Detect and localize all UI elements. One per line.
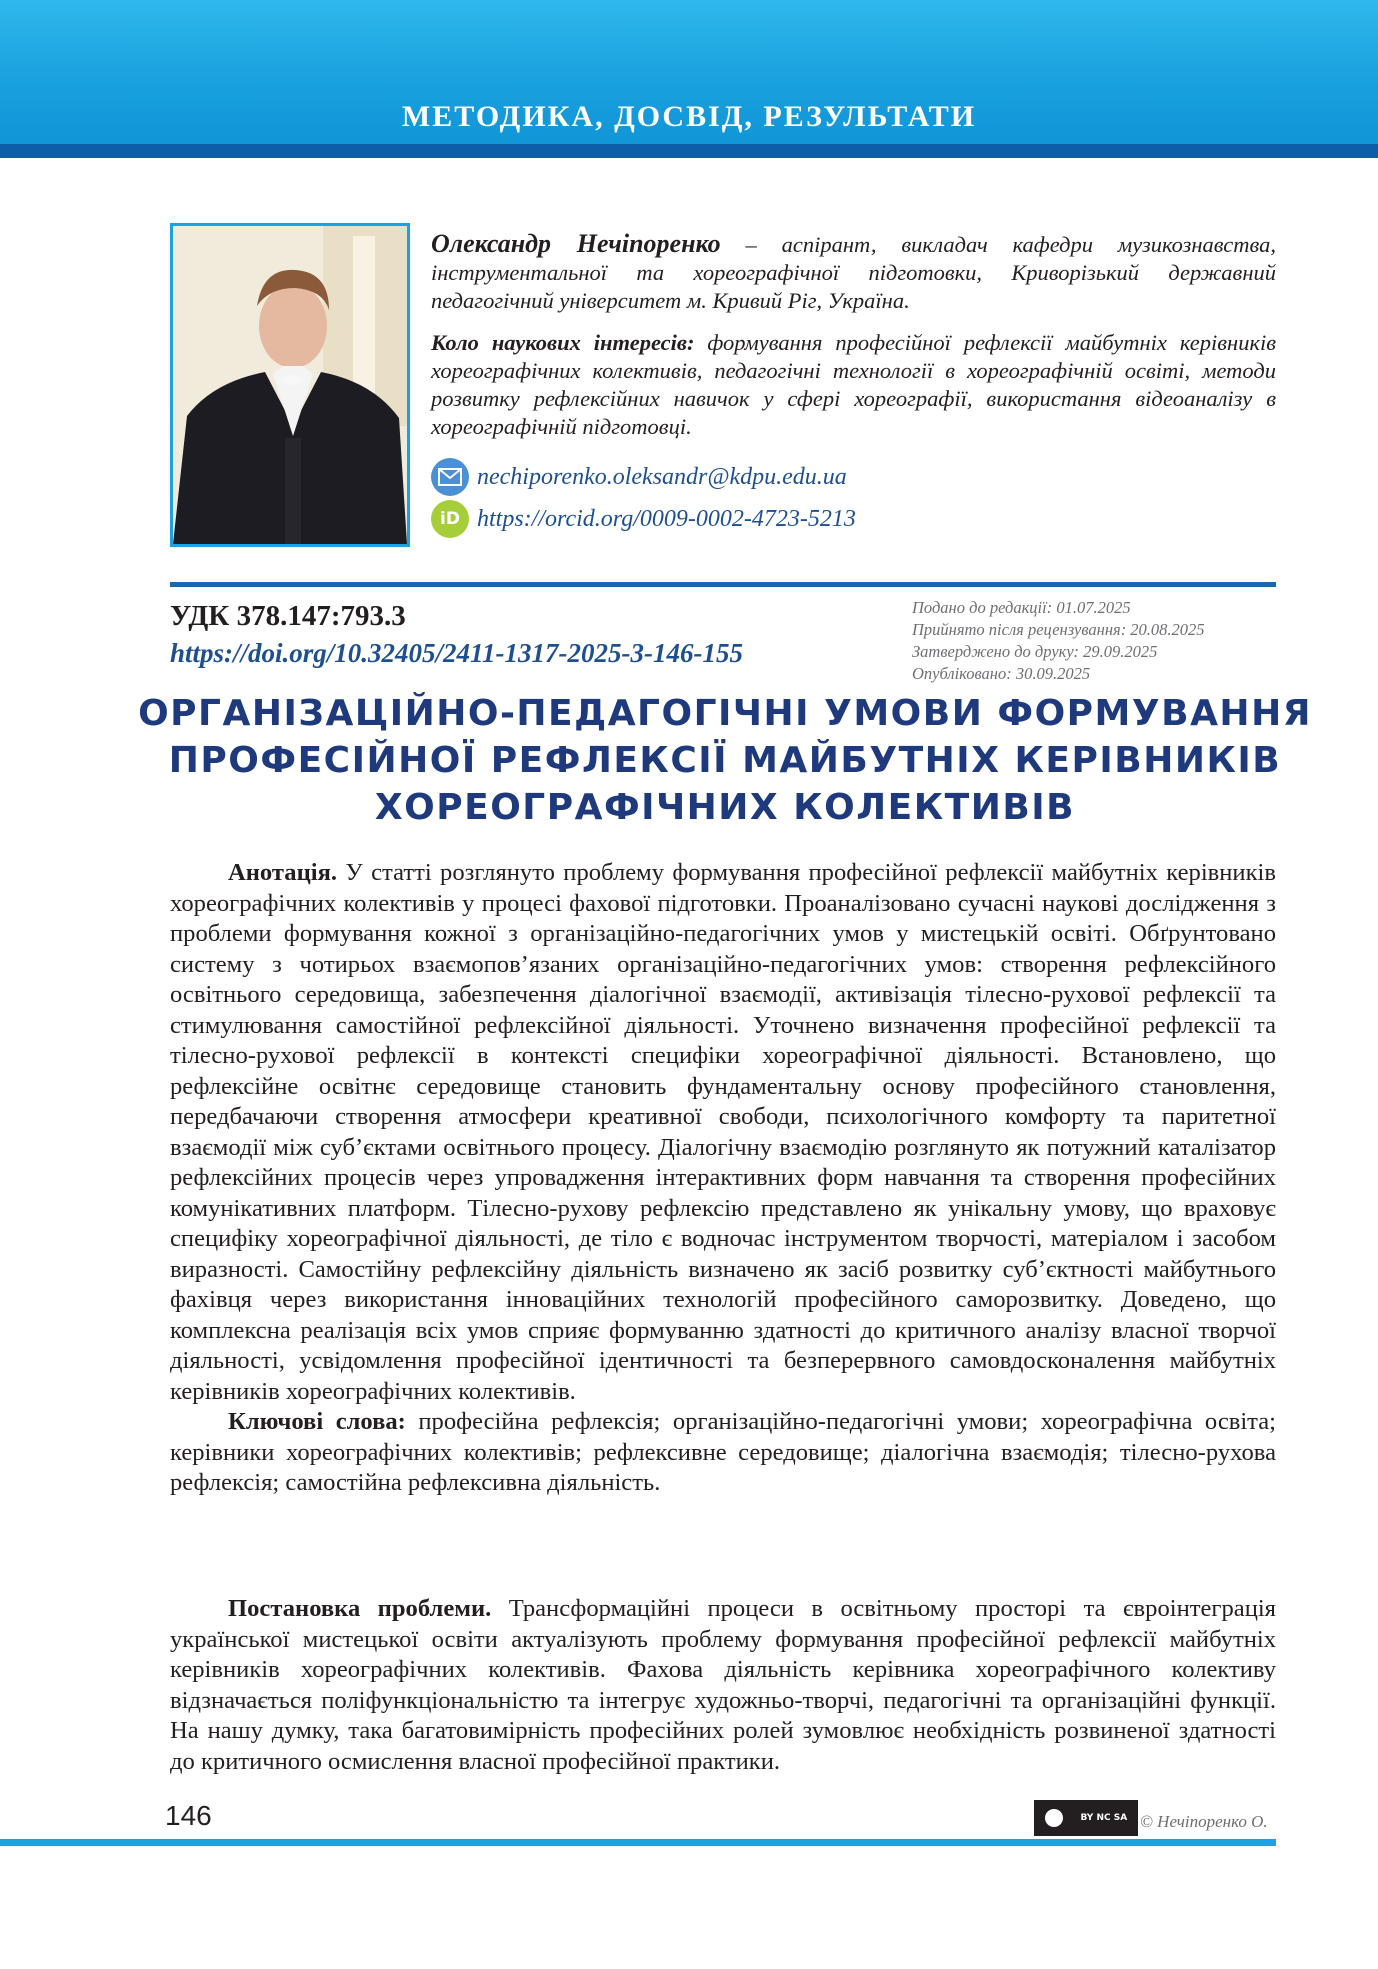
section-title: МЕТОДИКА, ДОСВІД, РЕЗУЛЬТАТИ bbox=[401, 100, 977, 133]
doi-link[interactable]: https://doi.org/10.32405/2411-1317-2025-3-146-155 bbox=[170, 638, 743, 668]
date-approved: Затверджено до друку: 29.09.2025 bbox=[912, 642, 1158, 661]
problem-section bbox=[170, 1594, 1276, 1777]
problem-statement bbox=[170, 1594, 1276, 1777]
abstract-text: У статті розглянуто проблему формування професійної рефлексії майбутніх керівників хореографічних колективів у процесі фахової підготовки. Проаналізовано сучасні наукові дослідження з проблеми формування кожної з організаційно-педагогічних умов у мистецькій освіті. Обґрунтовано систему з чотирьох взаємопов’язаних організаційно-педагогічних умов: створення рефлексійного освітнього середовища, забезпечення діалогічної взаємодії, активізація тілесно-рухової рефлексії та стимулювання самостійної рефлексійної діяльності. Уточнено визначення професійної рефлексії та тілесно-рухової рефлексії в контексті специфіки хореографічної діяльності. Встановлено, що рефлексійне освітнє середовище становить фундаментальну основу професійного становлення, передбачаючи створення атмосфери креативної свободи, психологічного комфорту та паритетної взаємодії між суб’єктами освітнього процесу. Діалогічну взаємодію розглянуто як потужний каталізатор рефлексійних процесів через упровадження інтерактивних форм навчання та створення професійних комунікативних платформ. Тілесно-рухову рефлексію представлено як унікальну умову, що враховує специфіку хореографічної діяльності, де тіло є водночас інструментом творчості, матеріалом і засобом виразності. Самостійну рефлексійну діяльність визначено як засіб розвитку суб’єктності майбутнього фахівця через використання інноваційних технологій професійного саморозвитку. Доведено, що комплексна реалізація всіх умов сприяє формуванню здатності до критичного аналізу власної творчої діяльності, усвідомлення професійної ідентичності та безперервного самовдосконалення майбутніх керівників хореографічних колективів. bbox=[170, 859, 1276, 1405]
license-label: BY NC SA bbox=[1080, 1813, 1128, 1823]
author-portrait bbox=[173, 226, 407, 544]
journal-header bbox=[0, 0, 1378, 158]
header-band bbox=[0, 144, 1378, 158]
email-contact[interactable] bbox=[431, 458, 847, 496]
interests-label: Коло наукових інтересів: bbox=[431, 330, 695, 355]
copyright: © Нечіпоренко О. bbox=[1140, 1812, 1268, 1831]
date-published: Опубліковано: 30.09.2025 bbox=[912, 664, 1091, 683]
divider bbox=[170, 582, 1276, 587]
author-info bbox=[431, 230, 1276, 441]
title-line-3: ХОРЕОГРАФІЧНИХ КОЛЕКТИВІВ bbox=[374, 787, 1076, 828]
orcid-badge: iD bbox=[440, 509, 460, 529]
abstract-section bbox=[170, 858, 1276, 1499]
author-bio bbox=[431, 230, 1276, 315]
title-line-2: ПРОФЕСІЙНОЇ РЕФЛЕКСІЇ МАЙБУТНІХ КЕРІВНИКІВ bbox=[168, 740, 1282, 781]
orcid-icon bbox=[431, 500, 469, 538]
title-line-1: ОРГАНІЗАЦІЙНО-ПЕДАГОГІЧНІ УМОВИ ФОРМУВАННЯ bbox=[138, 693, 1312, 734]
page-number: 146 bbox=[165, 1800, 212, 1831]
problem-text: Трансформаційні процеси в освітньому просторі та євроінтеграція української мистецької освіти актуалізують проблему формування професійної рефлексії майбутніх керівників хореографічних колективів. Фахова діяльність керівника хореографічного колективу відзначається поліфункціональністю та інтегрує художньо-творчі, педагогічні та організаційні функції. На нашу думку, така багатовимірність професійних ролей зумовлює необхідність розвиненої здатності до критичного осмислення власної професійної практики. bbox=[170, 1595, 1276, 1775]
abstract bbox=[170, 858, 1276, 1407]
author-photo bbox=[170, 223, 410, 547]
publication-dates bbox=[912, 597, 1205, 685]
date-submitted: Подано до редакції: 01.07.2025 bbox=[912, 598, 1131, 617]
abstract-label: Анотація. bbox=[228, 859, 338, 886]
article-title bbox=[130, 690, 1320, 831]
email-link[interactable]: nechiporenko.oleksandr@kdpu.edu.ua bbox=[477, 463, 847, 490]
keywords-text: професійна рефлексія; організаційно-педагогічні умови; хореографічна освіта; керівники хореографічних колективів; рефлексивне середовище; діалогічна взаємодія; тілесно-рухова рефлексія; самостійна рефлексивна діяльність. bbox=[170, 1408, 1276, 1496]
author-interests bbox=[431, 329, 1276, 441]
udk: УДК 378.147:793.3 bbox=[170, 600, 406, 632]
orcid-contact[interactable] bbox=[431, 500, 856, 538]
author-name: Олександр Нечіпоренко bbox=[431, 229, 721, 258]
interests-text: формування професійної рефлексії майбутніх керівників хореографічних колективів, педагогічні технології в хореографічній освіті, методи розвитку рефлексійних навичок у сфері хореографії, використання відеоаналізу в хореографічній підготовці. bbox=[431, 330, 1276, 439]
date-accepted: Прийнято після рецензування: 20.08.2025 bbox=[912, 620, 1205, 639]
keywords-label: Ключові слова: bbox=[228, 1408, 406, 1435]
author-bio-text: – аспірант, викладач кафедри музикознавства, інструментальної та хореографічної підготовки, Криворізький державний педагогічний університет м. Кривий Ріг, Україна. bbox=[431, 232, 1276, 313]
orcid-link[interactable]: https://orcid.org/0009-0002-4723-5213 bbox=[477, 505, 856, 532]
footer-rule bbox=[0, 1839, 1276, 1846]
problem-label: Постановка проблеми. bbox=[228, 1595, 492, 1622]
mail-icon bbox=[431, 458, 469, 496]
keywords bbox=[170, 1407, 1276, 1499]
cc-license-badge bbox=[1034, 1800, 1138, 1836]
cc-icon bbox=[1045, 1809, 1063, 1827]
